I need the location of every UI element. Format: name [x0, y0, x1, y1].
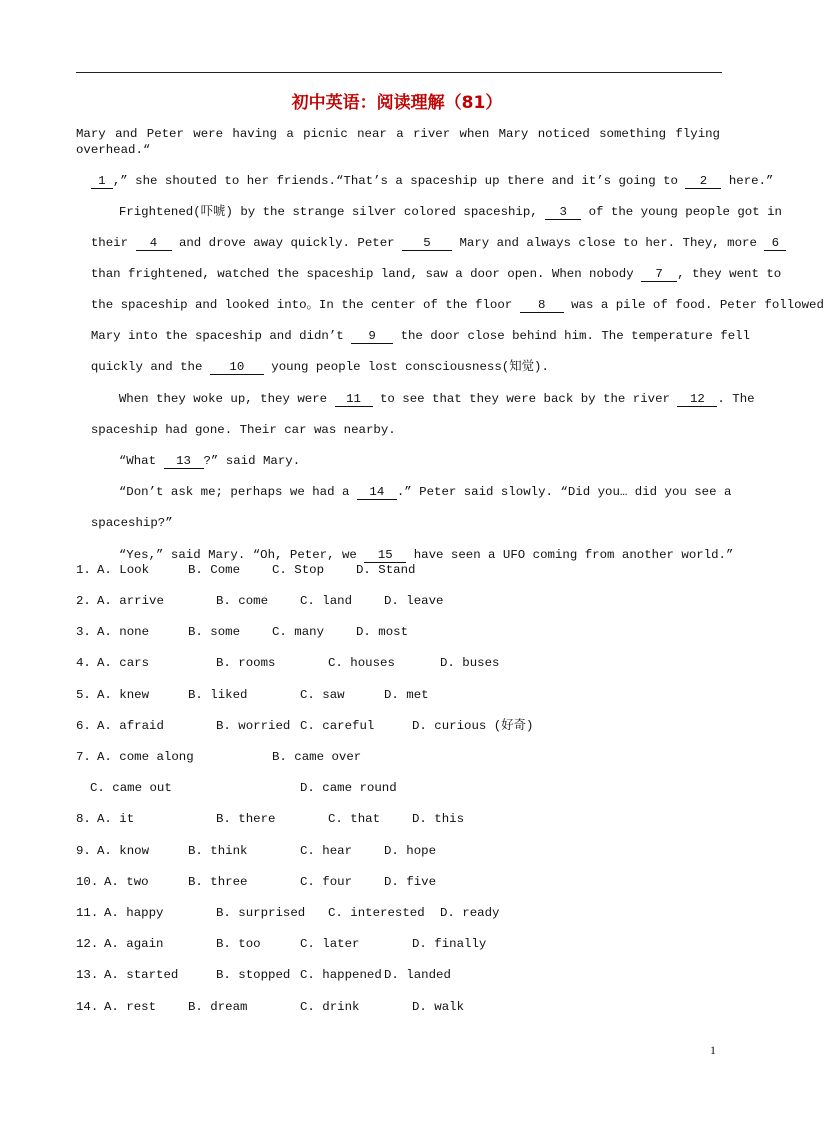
blank-12[interactable]: 12 [677, 392, 717, 407]
option-c[interactable]: C. hear [300, 844, 353, 858]
passage-line-11: “What 13 ?” said Mary. [118, 454, 301, 468]
option-b[interactable]: B. came over [272, 750, 362, 764]
page-number: 1 [710, 1043, 716, 1057]
option-c[interactable]: C. land [300, 594, 353, 608]
option-c[interactable]: C. interested [328, 906, 425, 920]
question-number: 8. [76, 812, 91, 826]
option-d[interactable]: D. finally [412, 937, 487, 951]
question-number: 11. [76, 906, 99, 920]
option-b[interactable]: B. some [188, 625, 241, 639]
passage-line-1: Mary and Peter were having a picnic near a river when Mary noticed something flying overhead.“ [76, 127, 720, 157]
option-d[interactable]: D. this [412, 812, 465, 826]
option-c[interactable]: C. houses [328, 656, 395, 670]
option-a[interactable]: A. two [104, 875, 149, 889]
option-b[interactable]: B. liked [188, 688, 248, 702]
passage-line-9: When they woke up, they were 11 to see that they were back by the river 12 . The [118, 392, 755, 406]
option-b[interactable]: B. surprised [216, 906, 306, 920]
option-c[interactable]: C. saw [300, 688, 345, 702]
option-b[interactable]: B. think [188, 844, 248, 858]
option-b[interactable]: B. too [216, 937, 261, 951]
option-d[interactable]: D. walk [412, 1000, 465, 1014]
blank-13[interactable]: 13 [164, 454, 204, 469]
question-number: 1. [76, 563, 91, 577]
option-a[interactable]: A. Look [97, 563, 150, 577]
option-a[interactable]: A. knew [97, 688, 150, 702]
blank-3[interactable]: 3 [545, 205, 581, 220]
option-c[interactable]: C. four [300, 875, 353, 889]
option-d[interactable]: D. Stand [356, 563, 416, 577]
option-b[interactable]: B. worried [216, 719, 291, 733]
option-b[interactable]: B. there [216, 812, 276, 826]
option-b[interactable]: B. stopped [216, 968, 291, 982]
option-a[interactable]: A. arrive [97, 594, 164, 608]
option-c[interactable]: C. happened [300, 968, 382, 982]
question-number: 13. [76, 968, 99, 982]
option-a[interactable]: A. rest [104, 1000, 157, 1014]
passage-line-10: spaceship had gone. Their car was nearby. [90, 423, 396, 437]
option-a[interactable]: A. come along [97, 750, 194, 764]
option-d[interactable]: D. met [384, 688, 429, 702]
blank-4[interactable]: 4 [136, 236, 172, 251]
option-d[interactable]: D. came round [300, 781, 397, 795]
option-c[interactable]: C. came out [90, 781, 172, 795]
option-d[interactable]: D. landed [384, 968, 451, 982]
passage-line-3: Frightened(吓唬) by the strange silver colored spaceship, 3 of the young people got in [118, 205, 782, 219]
question-number: 6. [76, 719, 91, 733]
blank-14[interactable]: 14 [357, 485, 397, 500]
option-d[interactable]: D. five [384, 875, 437, 889]
option-b[interactable]: B. come [216, 594, 269, 608]
page-title: 初中英语：阅读理解（81） [291, 93, 503, 113]
option-d[interactable]: D. leave [384, 594, 444, 608]
blank-8[interactable]: 8 [520, 298, 564, 313]
option-a[interactable]: A. none [97, 625, 150, 639]
option-a[interactable]: A. it [97, 812, 135, 826]
blank-1[interactable]: 1 [91, 174, 113, 189]
question-number: 12. [76, 937, 99, 951]
question-number: 4. [76, 656, 91, 670]
option-d[interactable]: D. buses [440, 656, 500, 670]
option-a[interactable]: A. cars [97, 656, 150, 670]
blank-7[interactable]: 7 [641, 267, 677, 282]
question-number: 5. [76, 688, 91, 702]
passage-line-7: Mary into the spaceship and didn’t 9 the door close behind him. The temperature fell [90, 329, 751, 343]
blank-9[interactable]: 9 [351, 329, 393, 344]
question-number: 3. [76, 625, 91, 639]
blank-10[interactable]: 10 [210, 360, 264, 375]
option-c[interactable]: C. careful [300, 719, 375, 733]
question-number: 9. [76, 844, 91, 858]
option-c[interactable]: C. later [300, 937, 360, 951]
passage-line-6: the spaceship and looked into。In the center of the floor 8 was a pile of food. Peter followed [90, 298, 824, 312]
question-number: 2. [76, 594, 91, 608]
blank-6[interactable]: 6 [764, 236, 786, 251]
option-c[interactable]: C. drink [300, 1000, 360, 1014]
header-rule [76, 72, 722, 73]
option-a[interactable]: A. started [104, 968, 179, 982]
passage-line-14: “Yes,” said Mary. “Oh, Peter, we 15 have seen a UFO coming from another world.” [118, 548, 734, 562]
passage-line-8: quickly and the 10 young people lost consciousness(知觉). [90, 360, 549, 374]
option-a[interactable]: A. happy [104, 906, 164, 920]
question-number: 7. [76, 750, 91, 764]
option-d[interactable]: D. curious (好奇) [412, 719, 534, 733]
option-b[interactable]: B. dream [188, 1000, 248, 1014]
question-number: 10. [76, 875, 99, 889]
option-a[interactable]: A. afraid [97, 719, 164, 733]
option-d[interactable]: D. most [356, 625, 409, 639]
option-b[interactable]: B. three [188, 875, 248, 889]
blank-5[interactable]: 5 [402, 236, 452, 251]
option-d[interactable]: D. hope [384, 844, 437, 858]
option-c[interactable]: C. that [328, 812, 381, 826]
passage-line-5: than frightened, watched the spaceship land, saw a door open. When nobody 7 , they went to [90, 267, 782, 281]
option-a[interactable]: A. know [97, 844, 150, 858]
passage-line-13: spaceship?” [90, 516, 173, 530]
option-c[interactable]: C. many [272, 625, 325, 639]
passage-line-4: their 4 and drove away quickly. Peter 5 Mary and always close to her. They, more 6 [76, 219, 786, 251]
blank-15[interactable]: 15 [364, 548, 406, 563]
option-a[interactable]: A. again [104, 937, 164, 951]
blank-2[interactable]: 2 [685, 174, 721, 189]
passage-line-12: “Don’t ask me; perhaps we had a 14 .” Peter said slowly. “Did you… did you see a [118, 485, 732, 499]
option-c[interactable]: C. Stop [272, 563, 325, 577]
option-b[interactable]: B. Come [188, 563, 241, 577]
option-d[interactable]: D. ready [440, 906, 500, 920]
question-number: 14. [76, 1000, 99, 1014]
blank-11[interactable]: 11 [335, 392, 373, 407]
option-b[interactable]: B. rooms [216, 656, 276, 670]
passage-line-2: 1 ,” she shouted to her friends.“That’s a spaceship up there and it’s going to 2 here.” [76, 157, 773, 189]
